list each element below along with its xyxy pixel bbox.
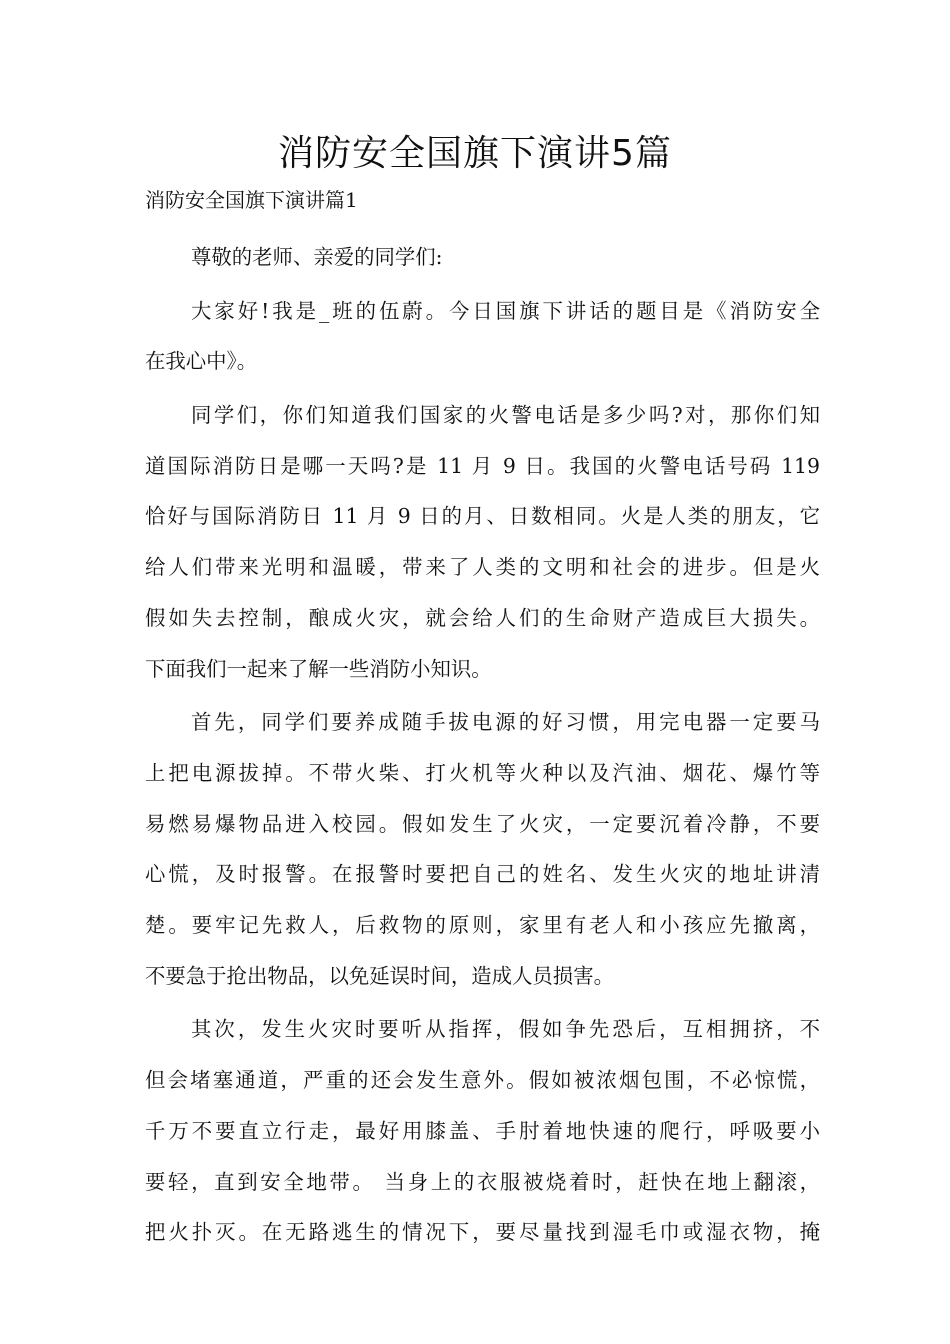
paragraph-line: 下面我们一起来了解一些消防小知识。 (145, 656, 492, 681)
body-paragraph (145, 1004, 820, 1258)
paragraph-line: 恰好与国际消防日 11 月 9 日的月、日数相同。火是人类的朋友，它 (145, 504, 820, 529)
paragraph-line: 千万不要直立行走，最好用膝盖、手肘着地快速的爬行，呼吸要小 (145, 1118, 820, 1143)
document-title: 消防安全国旗下演讲5篇 (278, 133, 672, 174)
paragraph-line: 同学们，你们知道我们国家的火警电话是多少吗?对，那你们知 (191, 402, 820, 427)
document-body (145, 232, 820, 1261)
paragraph-line: 假如失去控制，酿成火灾，就会给人们的生命财产造成巨大损失。 (145, 605, 820, 630)
paragraph-line: 在我心中》。 (145, 349, 258, 374)
paragraph-line: 其次，发生火灾时要听从指挥，假如争先恐后，互相拥挤，不 (191, 1017, 820, 1042)
paragraph-line: 易燃易爆物品进入校园。假如发生了火灾，一定要沉着冷静，不要 (145, 811, 820, 836)
body-paragraph (145, 697, 820, 1002)
paragraph-line: 道国际消防日是哪一天吗?是 11 月 9 日。我国的火警电话号码 119 (145, 453, 820, 478)
paragraph-line: 上把电源拔掉。不带火柴、打火机等火种以及汽油、烟花、爆竹等 (145, 760, 820, 785)
section-title: 消防安全国旗下演讲篇1 (145, 188, 358, 212)
paragraph-line: 楚。要牢记先救人，后救物的原则，家里有老人和小孩应先撤离， (145, 913, 820, 937)
paragraph-line: 首先，同学们要养成随手拔电源的好习惯，用完电器一定要马 (191, 710, 820, 734)
paragraph-line: 心慌，及时报警。在报警时要把自己的姓名、发生火灾的地址讲清 (145, 862, 820, 887)
paragraph-line: 但会堵塞通道，严重的还会发生意外。假如被浓烟包围，不必惊慌， (145, 1068, 820, 1092)
body-paragraph (145, 390, 820, 695)
paragraph-line: 要轻，直到安全地带。 当身上的衣服被烧着时，赶快在地上翻滚， (145, 1169, 820, 1194)
body-paragraph (145, 232, 820, 283)
paragraph-line: 把火扑灭。在无路逃生的情况下，要尽量找到湿毛巾或湿衣物，掩 (145, 1220, 820, 1245)
body-paragraph (145, 286, 820, 388)
paragraph-line: 尊敬的老师、亲爱的同学们: (191, 245, 443, 269)
paragraph-line: 给人们带来光明和温暖，带来了人类的文明和社会的进步。但是火 (145, 555, 820, 579)
paragraph-line: 不要急于抢出物品，以免延误时间，造成人员损害。 (145, 963, 614, 988)
paragraph-line: 大家好!我是_班的伍蔚。今日国旗下讲话的题目是《消防安全 (191, 298, 820, 323)
